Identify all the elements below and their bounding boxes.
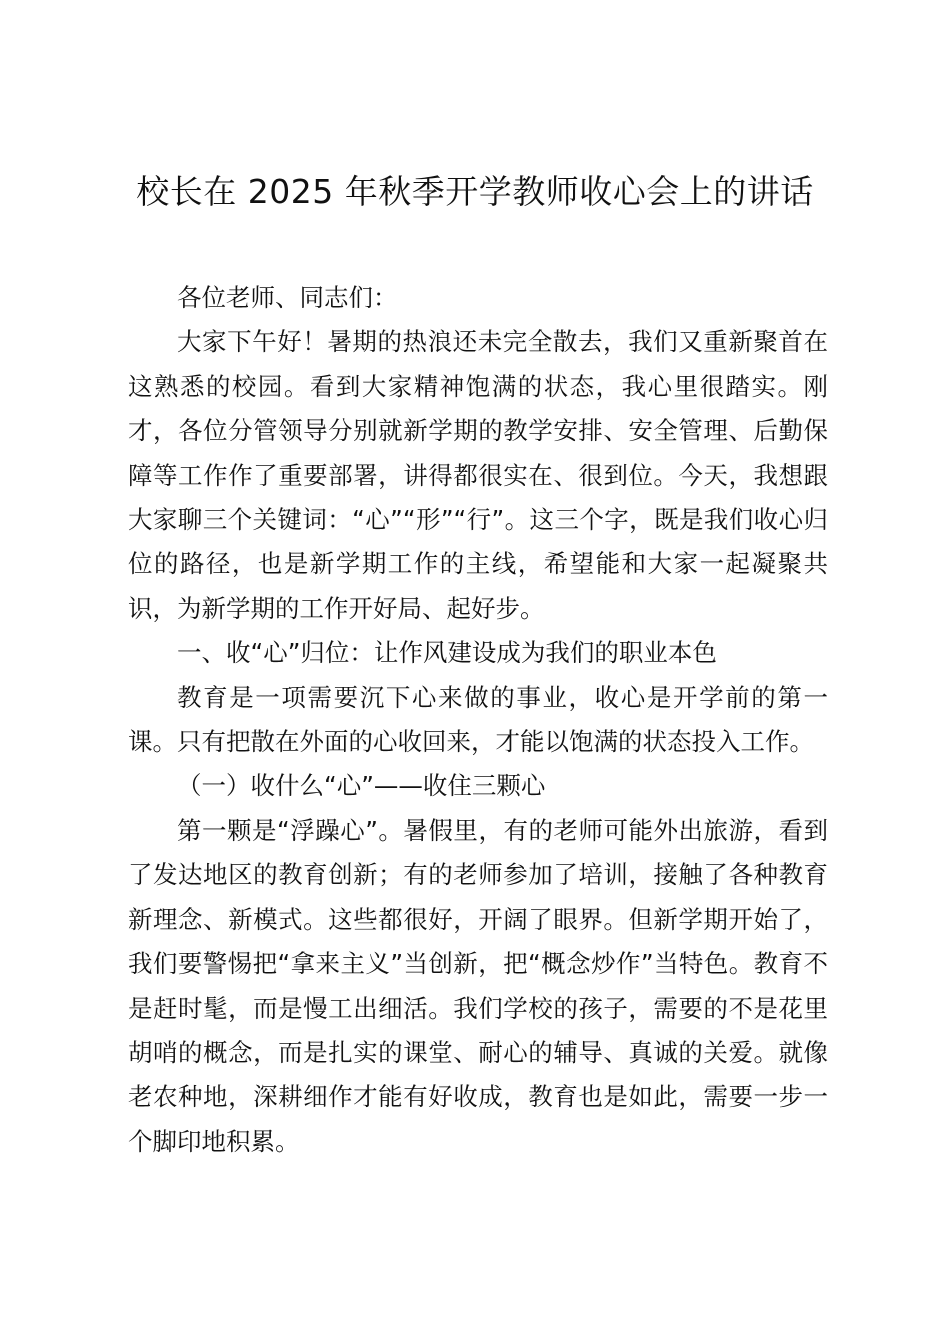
document-title: 校长在 2025 年秋季开学教师收心会上的讲话 — [136, 172, 814, 211]
body-paragraph: 教育是一项需要沉下心来做的事业，收心是开学前的第一课。只有把散在外面的心收回来，才能以饱满的状态投入工作。 — [128, 682, 828, 757]
body-paragraph: 大家下午好！暑期的热浪还未完全散去，我们又重新聚首在这熟悉的校园。看到大家精神饱满的状态，我心里很踏实。刚才，各位分管领导分别就新学期的教学安排、安全管理、后勤保障等工作作了重要部署，讲得都很实在、很到位。今天，我想跟大家聊三个关键词：“心”“形”“行”。这三个字，既是我们收心归位的路径，也是新学期工作的主线，希望能和大家一起凝聚共识，为新学期的工作开好局、起好步。 — [128, 327, 828, 623]
section-heading: 一、收“心”归位：让作风建设成为我们的职业本色 — [177, 638, 717, 668]
salutation-paragraph: 各位老师、同志们： — [177, 283, 398, 312]
document-body — [128, 276, 828, 1164]
body-paragraph: 第一颗是“浮躁心”。暑假里，有的老师可能外出旅游，看到了发达地区的教育创新；有的老师参加了培训，接触了各种教育新理念、新模式。这些都很好，开阔了眼界。但新学期开始了，我们要警惕把“拿来主义”当创新，把“概念炒作”当特色。教育不是赶时髦，而是慢工出细活。我们学校的孩子，需要的不是花里胡哨的概念，而是扎实的课堂、耐心的辅导、真诚的关爱。就像老农种地，深耕细作才能有好收成，教育也是如此，需要一步一个脚印地积累。 — [128, 815, 828, 1156]
subsection-heading: （一）收什么“心”——收住三颗心 — [177, 771, 546, 801]
